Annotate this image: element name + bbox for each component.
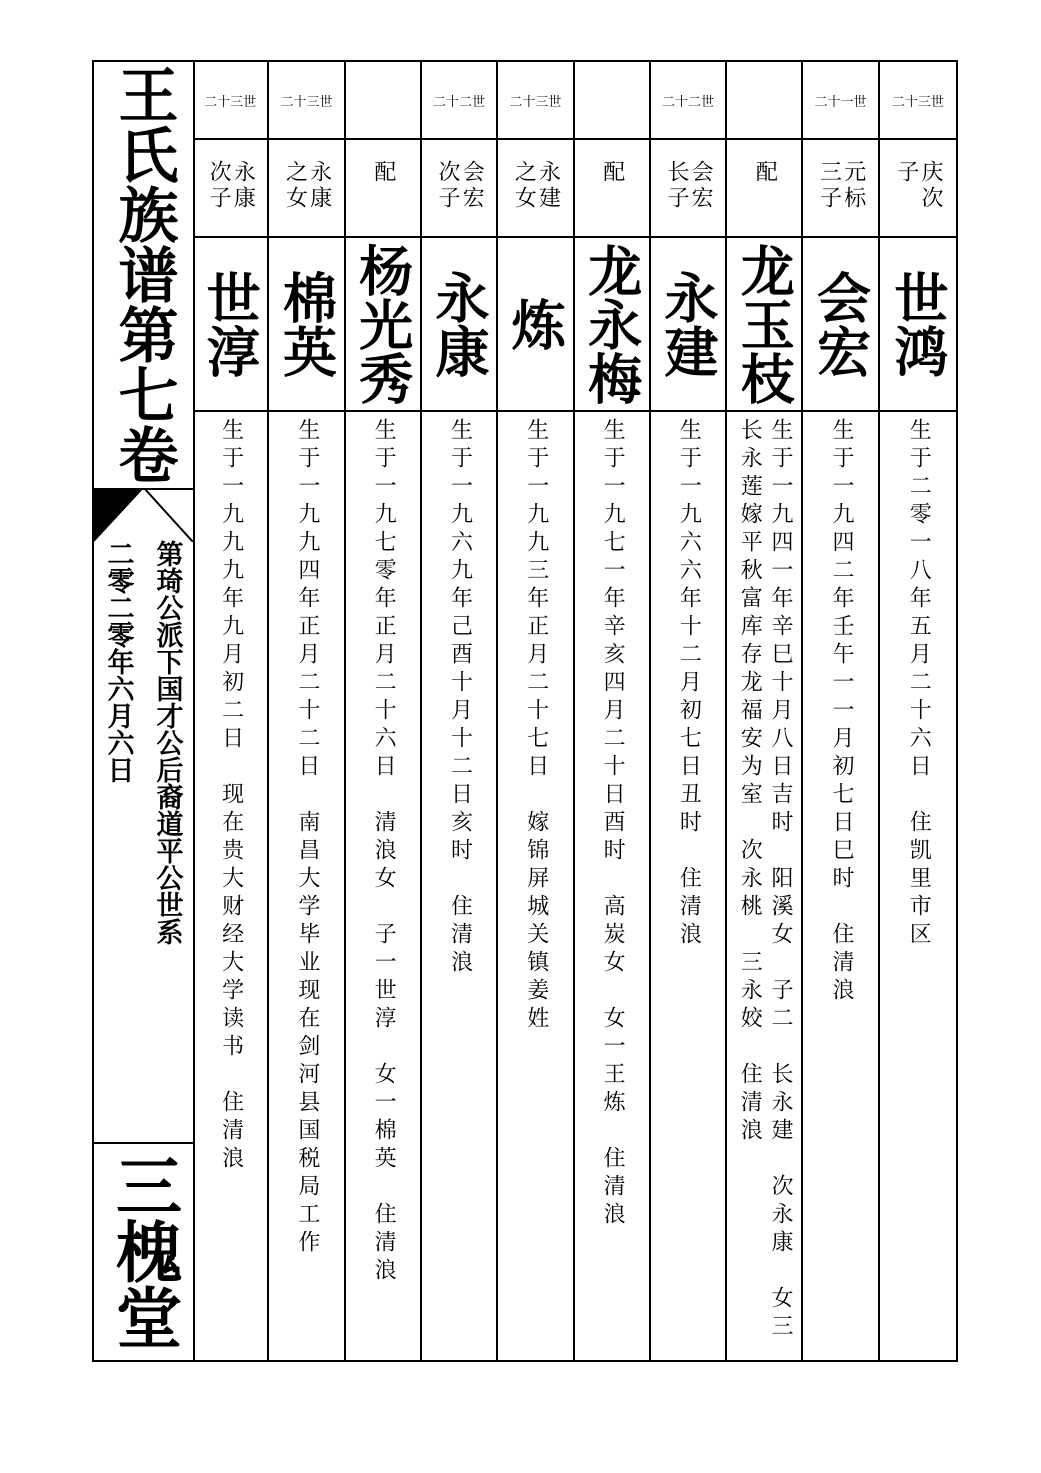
biography-cell: [269, 412, 343, 1360]
biography-cell: [193, 412, 267, 1360]
person-name-cell: [880, 238, 956, 412]
relation-text: 配: [599, 160, 625, 186]
bio-text: 生于二零一八年五月二十六日 住凯里市区: [906, 418, 932, 950]
bio-text: 生于一九六九年己酉十月十二日亥时 住清浪: [447, 418, 473, 978]
name-text: 炼: [503, 297, 568, 351]
generation-cell: [880, 62, 956, 140]
name-text: 世淳: [198, 270, 263, 378]
generation-text: 二十三世: [280, 94, 333, 110]
generation-cell: [803, 62, 877, 140]
generation-cell: [269, 62, 343, 140]
generation-text: 二十三世: [509, 94, 562, 110]
person-column: [651, 62, 727, 1360]
person-name-cell: [727, 238, 801, 412]
bio-text: 生于一九四二年壬午一一月初七日巳时 住清浪: [828, 418, 854, 1006]
biography-cell: [498, 412, 572, 1360]
person-column: [803, 62, 879, 1360]
biography-cell: [422, 412, 496, 1360]
person-column: [422, 62, 498, 1360]
name-text: 棉英: [274, 270, 339, 378]
person-column: [269, 62, 345, 1360]
relation-text: 永建之女: [511, 160, 561, 212]
biography-cell: [880, 412, 956, 1360]
relation-text: 永康之女: [282, 160, 332, 212]
relation-cell: [727, 140, 801, 238]
relation-cell: [346, 140, 420, 238]
generation-text: 二十二世: [433, 94, 486, 110]
relation-text: 永康次子: [206, 160, 256, 212]
person-name-cell: [498, 238, 572, 412]
compile-date: 二零二零年六月六日: [102, 540, 134, 783]
genealogy-page: [92, 60, 958, 1370]
name-text: 永康: [427, 270, 492, 378]
biography-cell: [803, 412, 877, 1360]
biography-cell: [346, 412, 420, 1360]
bio-text: 生于一九六六年十二月初七日丑时 住清浪: [676, 418, 702, 950]
person-column: [575, 62, 651, 1360]
name-text: 杨光秀: [350, 243, 415, 405]
person-column: [727, 62, 803, 1370]
name-text: 龙玉枝: [732, 243, 797, 405]
person-name-cell: [193, 238, 267, 412]
relation-text: 配: [752, 160, 778, 186]
generation-cell: [651, 62, 725, 140]
relation-cell: [880, 140, 956, 238]
title-panel: [94, 62, 195, 1360]
relation-text: 会宏长子: [663, 160, 714, 212]
black-chevron-ornament: [94, 488, 193, 542]
generation-cell: [346, 62, 420, 140]
generation-cell: [575, 62, 649, 140]
bio-text: 生于一九四一年辛巳十月八日吉时 阳溪女 子二 长永建 次永康 女三 长永莲嫁平秋富库存龙福安为室 次永桃 三永姣 住清浪: [737, 418, 794, 1370]
biography-cell: [575, 412, 649, 1360]
relation-cell: [269, 140, 343, 238]
person-name-cell: [575, 238, 649, 412]
hall-name: 三槐堂: [94, 1142, 193, 1362]
volume-title: 王氏族谱第七卷: [108, 64, 179, 484]
relation-text: 配: [370, 160, 396, 186]
branch-lineage-title: 第琦公派下国才公后裔道平公世系: [151, 540, 183, 945]
biography-cell: [651, 412, 725, 1360]
relation-cell: [651, 140, 725, 238]
person-column: [498, 62, 574, 1360]
relation-text: 会宏次子: [435, 160, 485, 212]
bio-text: 生于一九七一年辛亥四月二十日酉时 高炭女 女一王炼 住清浪: [600, 418, 626, 1230]
generation-text: 二十三世: [204, 94, 257, 110]
bio-text: 生于一九九三年正月二十七日 嫁锦屏城关镇姜姓: [523, 418, 549, 1034]
generation-text: 二十二世: [661, 94, 714, 110]
generation-cell: [422, 62, 496, 140]
relation-cell: [803, 140, 877, 238]
relation-text: 庆次子: [893, 160, 944, 212]
bio-text: 生于一九九四年正月二十二日 南昌大学毕业现在剑河县国税局工作: [294, 418, 320, 1258]
person-column: [346, 62, 422, 1360]
relation-cell: [422, 140, 496, 238]
generation-text: 二十一世: [814, 94, 867, 110]
generation-cell: [193, 62, 267, 140]
relation-cell: [575, 140, 649, 238]
person-column: [193, 62, 269, 1360]
person-name-cell: [269, 238, 343, 412]
relation-cell: [498, 140, 572, 238]
relation-text: 元标三子: [816, 160, 866, 212]
biography-cell: [727, 412, 801, 1370]
person-name-cell: [651, 238, 725, 412]
generation-cell: [498, 62, 572, 140]
person-name-cell: [422, 238, 496, 412]
bio-text: 生于一九九九年九月初二日 现在贵大财经大学读书 住清浪: [218, 418, 244, 1174]
name-text: 永建: [655, 270, 720, 378]
person-column: [880, 62, 956, 1360]
generation-text: 二十三世: [891, 94, 944, 110]
person-name-cell: [803, 238, 877, 412]
generation-cell: [727, 62, 801, 140]
person-columns: [195, 62, 956, 1370]
name-text: 龙永梅: [579, 243, 644, 405]
name-text: 会宏: [808, 270, 873, 378]
bio-text: 生于一九七零年正月二十六日 清浪女 子一世淳 女一棉英 住清浪: [371, 418, 397, 1286]
relation-cell: [193, 140, 267, 238]
person-name-cell: [346, 238, 420, 412]
name-text: 世鸿: [885, 270, 950, 378]
